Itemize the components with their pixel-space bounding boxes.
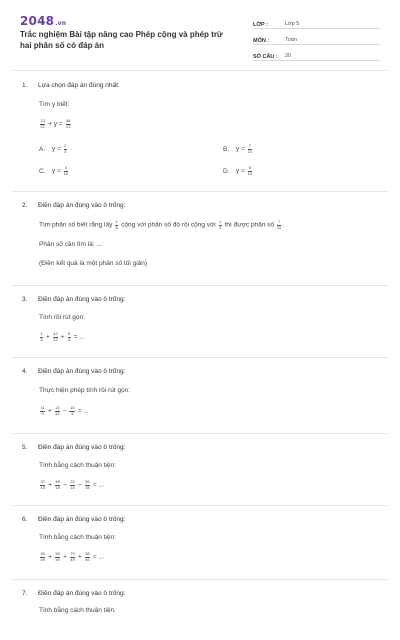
- fraction: $\frac{7}{10}$: [276, 219, 282, 230]
- question-instruction: Lựa chọn đáp án đúng nhất:: [38, 82, 120, 89]
- fraction: $\frac{11}{9}$: [40, 405, 45, 416]
- question-instruction: Điền đáp án đúng vào ô trống:: [38, 296, 126, 303]
- question-number: 4.: [22, 368, 28, 375]
- question-number: 6.: [22, 516, 28, 523]
- option-b[interactable]: B. y = $\frac{7}{21}$: [223, 143, 253, 154]
- meta-row-subject: [253, 30, 380, 45]
- question-header: [22, 444, 125, 451]
- fraction: $\frac{48}{21}$: [66, 118, 71, 129]
- fraction: $\frac{38}{49}$: [85, 551, 90, 562]
- question-prompt: Tính bằng cách thuận tiện:: [39, 534, 116, 541]
- question-prompt: Tìm y biết:: [39, 101, 70, 108]
- question-prompt: Thực hiện phép tính rồi rút gọn:: [39, 387, 131, 394]
- meta-row-grade: [253, 14, 380, 29]
- fraction: $\frac{1}{6}$: [40, 331, 43, 342]
- worksheet-title: Trắc nghiệm Bài tập nâng cao Phép cộng và phép trừ hai phân số có đáp án: [20, 30, 223, 50]
- question-list: [0, 72, 400, 640]
- fraction: $\frac{13}{4}$: [69, 405, 75, 416]
- worksheet-meta: [253, 14, 380, 62]
- question-1: [12, 72, 388, 192]
- fraction: $\frac{35}{15}$: [85, 479, 90, 490]
- fraction: $\frac{5}{15}$: [247, 165, 253, 176]
- question-note: (Điền kết quả là một phân số tối giản): [39, 260, 148, 267]
- question-number: 5.: [22, 444, 28, 451]
- question-expression[interactable]: $\frac{1}{6}$ + $\frac{42}{12}$ + $\frac{8}{3}$ = ...: [40, 331, 85, 342]
- fraction: $\frac{13}{12}$: [55, 405, 60, 416]
- option-c[interactable]: C. y = $\frac{4}{15}$: [39, 165, 69, 176]
- question-prompt: Tính bằng cách thuận tiện:: [39, 607, 116, 614]
- question-number: 2.: [22, 202, 28, 209]
- fraction: $\frac{7}{21}$: [247, 143, 253, 154]
- question-number: 3.: [22, 296, 28, 303]
- fraction: $\frac{1}{6}$: [115, 219, 118, 230]
- question-prompt: Tính bằng cách thuận tiện:: [39, 462, 116, 469]
- answer-line[interactable]: Phân số cần tìm là: ...: [39, 241, 102, 248]
- meta-label: MÔN :: [253, 38, 270, 44]
- option-a[interactable]: A. y = $\frac{2}{3}$: [39, 143, 67, 154]
- question-expression[interactable]: $\frac{30}{49}$ + $\frac{30}{49}$ + $\frac{70}{49}$ + $\frac{38}{49}$ = ...: [40, 551, 104, 562]
- question-instruction: Điền đáp án đúng vào ô trống:: [38, 202, 126, 209]
- question-prompt: Tính rồi rút gọn:: [39, 314, 85, 321]
- question-header: [22, 202, 125, 209]
- meta-value: 20: [285, 53, 292, 59]
- fraction: $\frac{22}{15}$: [70, 479, 75, 490]
- question-expression: $\frac{13}{21}$ + y = $\frac{48}{21}$: [40, 118, 71, 129]
- question-expression[interactable]: $\frac{11}{9}$ + $\frac{13}{12}$ − $\frac{13}{4}$ = ...: [40, 405, 89, 416]
- fraction: $\frac{30}{49}$: [40, 551, 45, 562]
- question-header: [22, 516, 125, 523]
- question-instruction: Điền đáp án đúng vào ô trống:: [38, 516, 126, 523]
- question-4: [12, 358, 388, 434]
- fraction: $\frac{1}{3}$: [219, 219, 222, 230]
- fraction: $\frac{4}{15}$: [63, 165, 69, 176]
- meta-label: LỚP :: [253, 22, 268, 28]
- question-header: [22, 296, 125, 303]
- question-instruction: Điền đáp án đúng vào ô trống:: [38, 368, 126, 375]
- header-divider: [12, 70, 388, 71]
- meta-value: Toán: [285, 37, 297, 43]
- question-header: [22, 590, 125, 597]
- fraction: $\frac{37}{15}$: [40, 479, 45, 490]
- question-2: [12, 192, 388, 286]
- site-logo[interactable]: 2048.vn: [20, 14, 67, 28]
- fraction: $\frac{2}{3}$: [64, 143, 67, 154]
- fraction: $\frac{42}{12}$: [53, 331, 58, 342]
- question-prompt: Tìm phân số biết rằng lấy $\frac{1}{6}$ cộng với phân số đó rồi cộng với $\frac{1}{3}$ thì được phân số $\frac{7}{10}$ .: [39, 219, 285, 230]
- question-header: [22, 82, 120, 89]
- meta-label: SỐ CÂU :: [253, 54, 278, 60]
- option-d[interactable]: D. y = $\frac{5}{15}$: [223, 165, 253, 176]
- question-number: 1.: [22, 82, 28, 89]
- worksheet-header: [0, 0, 400, 62]
- question-header: [22, 368, 125, 375]
- option-key: B.: [223, 145, 230, 153]
- fraction: $\frac{48}{15}$: [55, 479, 60, 490]
- option-key: D.: [223, 167, 230, 175]
- question-7: [12, 580, 388, 640]
- fraction: $\frac{70}{49}$: [70, 551, 75, 562]
- question-instruction: Điền đáp án đúng vào ô trống:: [38, 444, 126, 451]
- question-6: [12, 506, 388, 580]
- question-5: [12, 434, 388, 506]
- question-instruction: Điền đáp án đúng vào ô trống:: [38, 590, 126, 597]
- meta-row-count: [253, 46, 380, 61]
- question-3: [12, 286, 388, 358]
- option-key: C.: [39, 167, 46, 175]
- question-expression[interactable]: $\frac{37}{15}$ + $\frac{48}{15}$ − $\frac{22}{15}$ − $\frac{35}{15}$ = ...: [40, 479, 104, 490]
- fraction: $\frac{13}{21}$: [40, 118, 45, 129]
- meta-value: Lớp 5: [285, 21, 300, 27]
- option-key: A.: [39, 145, 46, 153]
- fraction: $\frac{8}{3}$: [68, 331, 71, 342]
- fraction: $\frac{30}{49}$: [55, 551, 60, 562]
- question-number: 7.: [22, 590, 28, 597]
